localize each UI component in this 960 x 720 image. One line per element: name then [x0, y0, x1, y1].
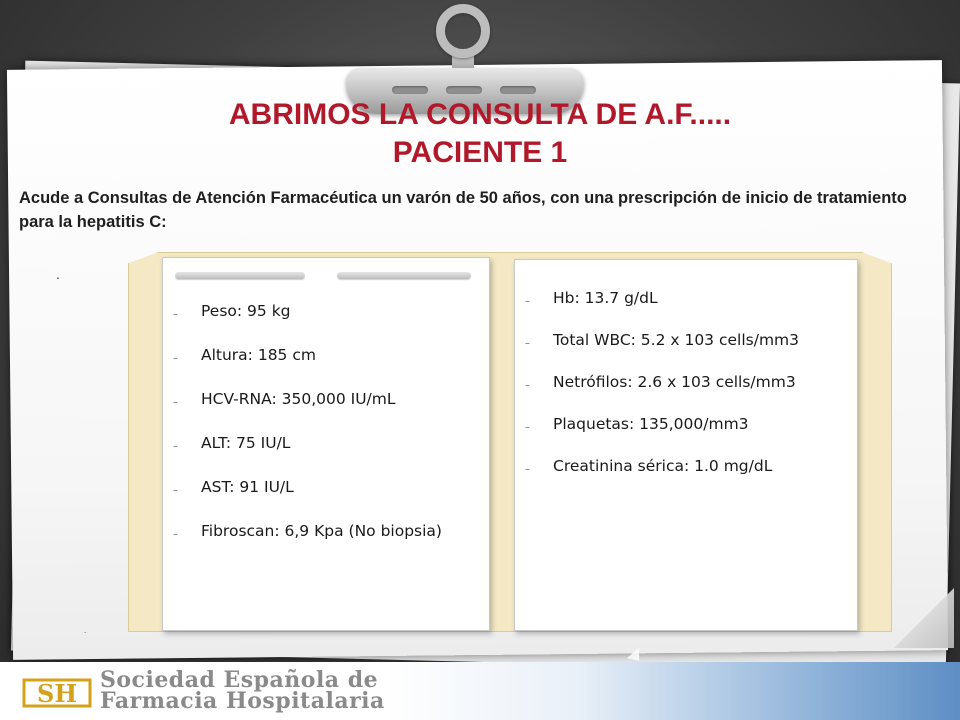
- list-item: [173, 388, 473, 410]
- logo-mark: SH: [36, 679, 78, 708]
- lab-results-card: [514, 259, 858, 631]
- item-text: Hb: 13.7 g/dL: [553, 289, 658, 307]
- sefh-logo-icon: [22, 674, 92, 712]
- bullet-icon: –: [173, 529, 178, 540]
- item-text: Peso: 95 kg: [201, 302, 291, 320]
- bullet-icon: –: [173, 309, 178, 320]
- intro-text: Acude a Consultas de Atención Farmacéutica un varón de 50 años, con una prescripción de inicio de tratamiento para la hepatitis C:: [19, 189, 907, 231]
- item-text: Fibroscan: 6,9 Kpa (No biopsia): [201, 522, 442, 540]
- bullet-icon: –: [173, 397, 178, 408]
- item-text: Plaquetas: 135,000/mm3: [553, 415, 749, 433]
- bullet-icon: –: [173, 441, 178, 452]
- card-tab: [175, 272, 305, 279]
- card-tab: [337, 272, 471, 279]
- patient-data-list: [173, 300, 473, 564]
- stray-dot: .: [56, 266, 60, 282]
- item-text: Total WBC: 5.2 x 103 cells/mm3: [553, 331, 800, 349]
- title-line-2: PACIENTE 1: [392, 136, 568, 169]
- bullet-icon: –: [525, 338, 530, 349]
- bullet-icon: –: [525, 422, 530, 433]
- lab-results-list: [525, 287, 855, 497]
- bullet-icon: –: [173, 353, 178, 364]
- stray-dot: .: [84, 626, 87, 635]
- list-item: [525, 371, 855, 393]
- logo-line-2: Farmacia Hospitalaria: [100, 688, 385, 714]
- item-text: HCV-RNA: 350,000 IU/mL: [201, 390, 396, 408]
- list-item: [173, 344, 473, 366]
- logo-line-1: Sociedad Española de: [100, 667, 379, 693]
- bullet-icon: –: [525, 464, 530, 475]
- item-text: Netrófilos: 2.6 x 103 cells/mm3: [553, 373, 796, 391]
- slide-title: [100, 96, 860, 172]
- list-item: [525, 329, 855, 351]
- list-item: [525, 287, 855, 309]
- item-text: ALT: 75 IU/L: [201, 434, 291, 452]
- list-item: [525, 455, 855, 477]
- clip-ring-icon: [436, 4, 490, 58]
- list-item: [173, 520, 473, 542]
- list-item: [173, 432, 473, 454]
- item-text: Altura: 185 cm: [201, 346, 316, 364]
- clip-slot: [500, 86, 536, 94]
- bullet-icon: –: [173, 485, 178, 496]
- bullet-icon: –: [525, 380, 530, 391]
- list-item: [173, 300, 473, 322]
- list-item: [525, 413, 855, 435]
- bullet-icon: –: [525, 296, 530, 307]
- patient-data-card: [162, 257, 490, 631]
- item-text: Creatinina sérica: 1.0 mg/dL: [553, 457, 773, 475]
- clip-slot: [392, 86, 428, 94]
- clip-slot: [446, 86, 482, 94]
- list-item: [173, 476, 473, 498]
- footer-logo-text: [100, 667, 385, 714]
- item-text: AST: 91 IU/L: [201, 478, 294, 496]
- title-line-1: ABRIMOS LA CONSULTA DE A.F.....: [228, 98, 732, 131]
